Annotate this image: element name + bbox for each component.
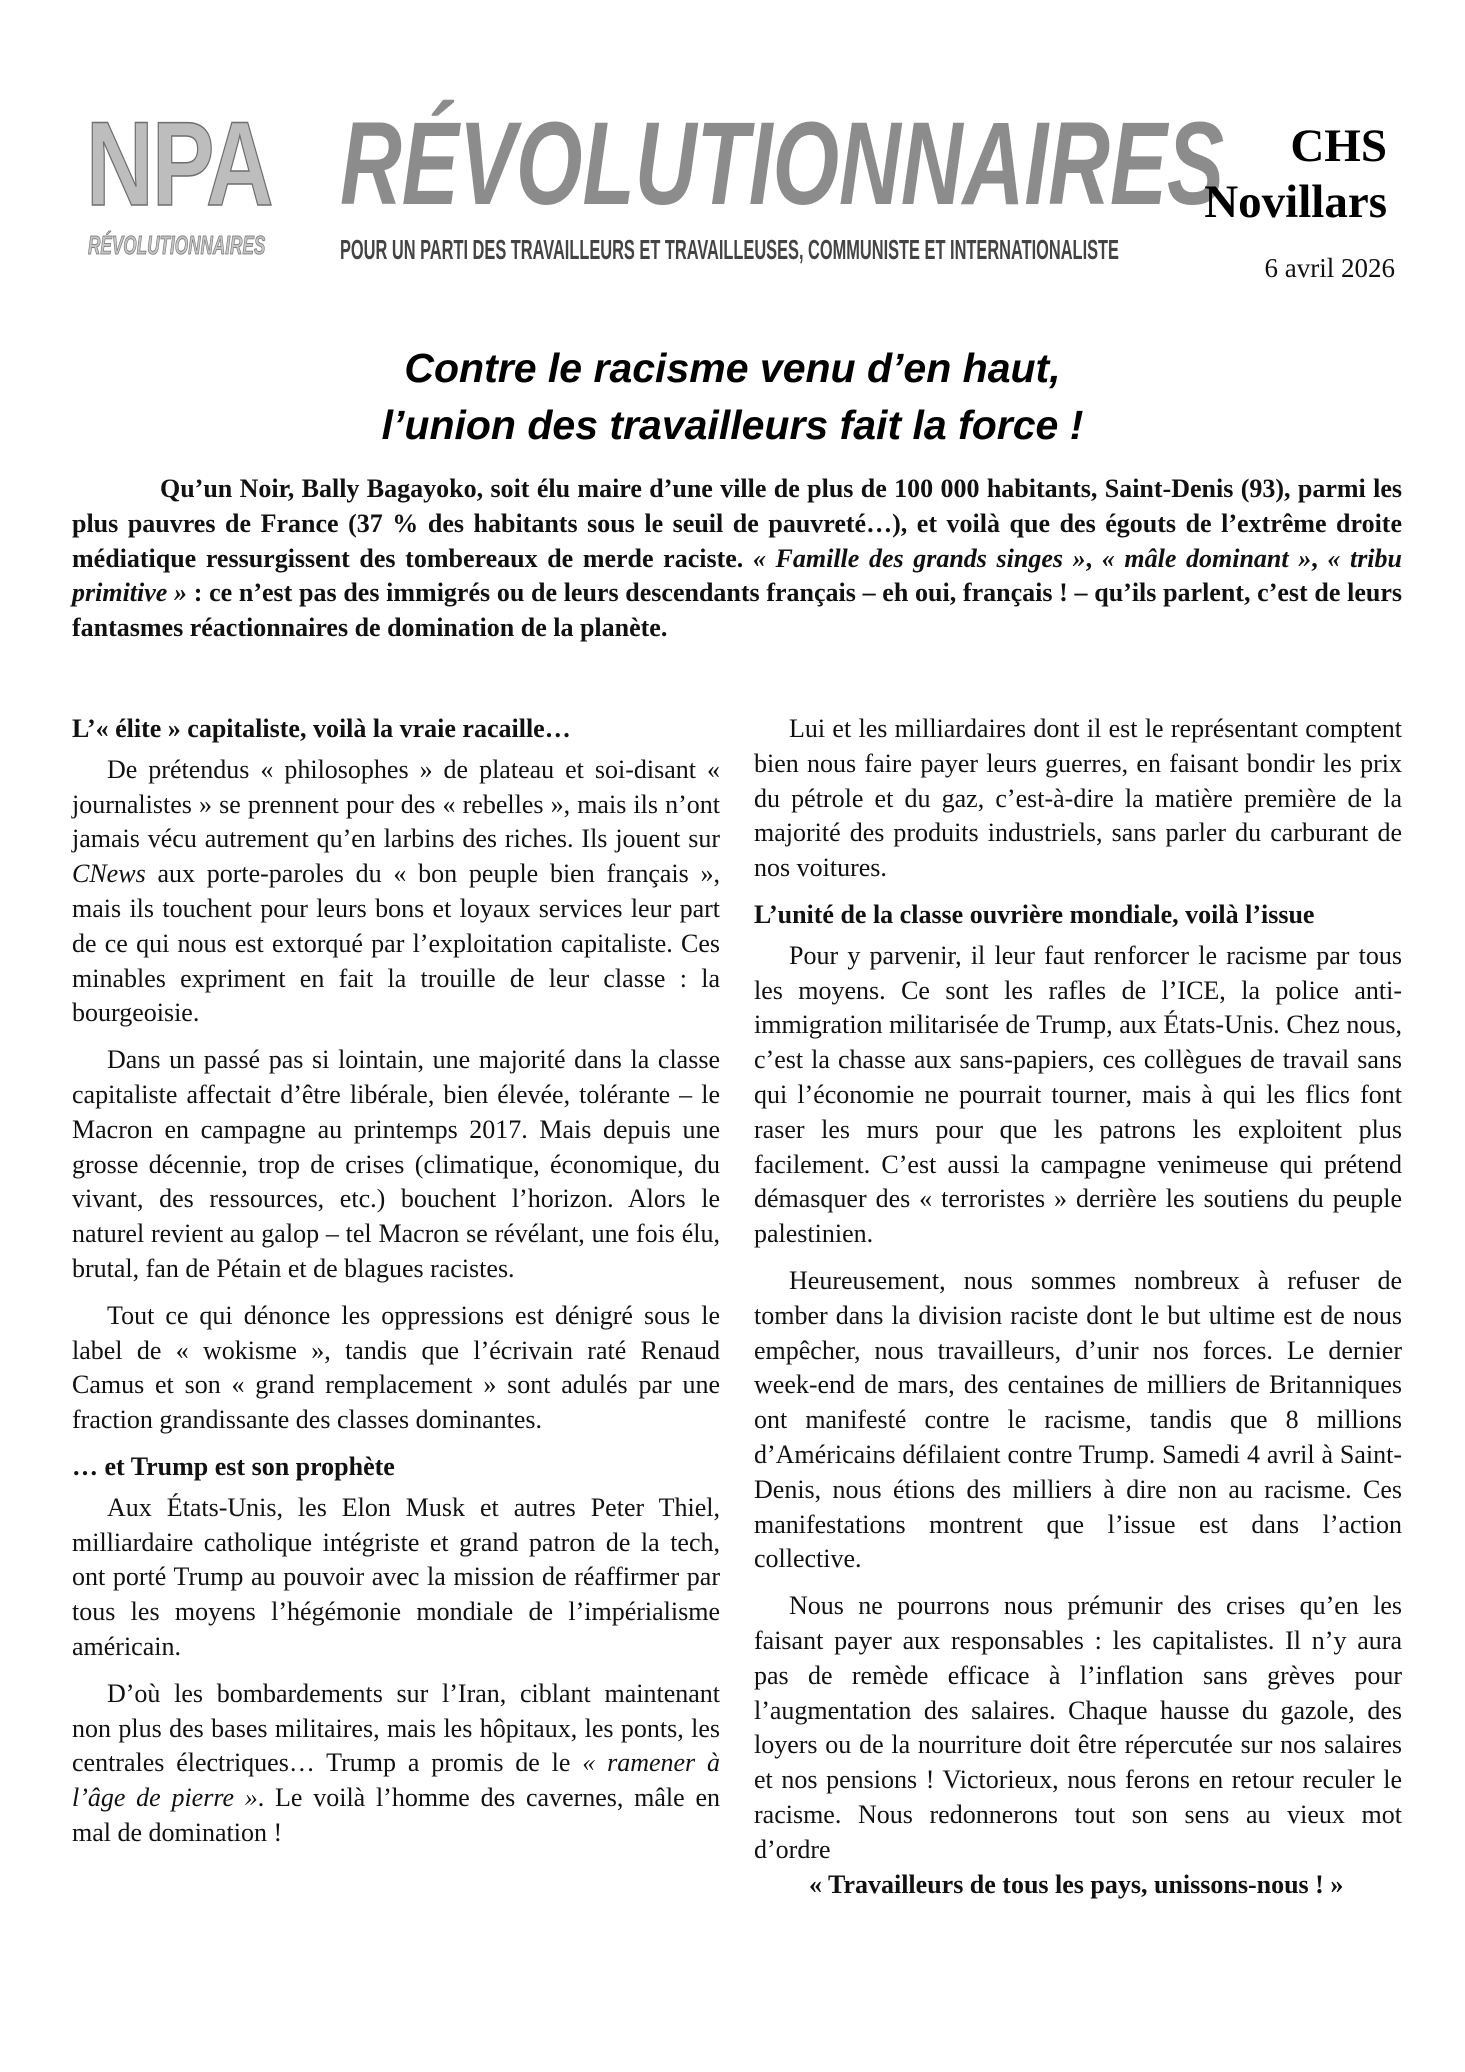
intro-separator: , <box>1311 543 1328 573</box>
article-paragraph: Aux États-Unis, les Elon Musk et autres Peter Thiel, milliardaire catholique intégriste et grand patron de la tech, ont porté Trump au pouvoir avec la mission de réaffirmer par tous les moyens l’hégémonie mondiale de l’impérialisme américain. <box>72 1492 720 1661</box>
article-paragraph: Heureusement, nous sommes nombreux à refuser de tomber dans la division raciste dont le but ultime est de nous empêcher, nous travailleurs, d’unir nos forces. Le dernier week-end de mars, des centaines de milliers de Britanniques ont manifesté contre le racisme, tandis que 8 millions d’Américains défilaient contre Trump. Samedi 4 avril à Saint-Denis, nous étions des milliers à dire non au racisme. Ces manifestations montrent que l’issue est dans l’action collective. <box>754 1265 1402 1574</box>
article-paragraph: Tout ce qui dénonce les oppressions est dénigré sous le label de « wokisme », tandis que l’écrivain raté Renaud Camus et son « grand remplacement » sont adulés par une fraction grandissante des classes dominantes. <box>72 1300 720 1435</box>
section-heading-unity: L’unité de la classe ouvrière mondiale, voilà l’issue <box>754 899 1315 929</box>
workplace-name <box>1204 118 1387 230</box>
workplace-line-2: Novillars <box>1204 176 1387 228</box>
section-heading-trump: … et Trump est son prophète <box>72 1451 395 1481</box>
paragraph-text: D’où les bombardements sur l’Iran, ciblant maintenant non plus des bases militaires, mais les hôpitaux, les ponts, les centrales électriques… Trump a promis de le <box>72 1678 720 1778</box>
intro-quote-3: « tribu primitive » <box>72 543 1402 608</box>
article-paragraph: Dans un passé pas si lointain, une majorité dans la classe capitaliste affectait d’être libérale, bien élevée, tolérante – le Macron en campagne au printemps 2017. Mais depuis une grosse décennie, trop de crises (climatique, économique, du vivant, des ressources, etc.) bouchent l’horizon. Alors le naturel revient au galop – tel Macron se révélant, une fois élu, brutal, fan de Pétain et de blagues racistes. <box>72 1045 720 1283</box>
paragraph-emphasis: CNews <box>72 859 146 889</box>
masthead-tagline: POUR UN PARTI DES TRAVAILLEURS ET TRAVAILLEUSES, COMMUNISTE ET INTERNATIONALISTE <box>340 234 1119 265</box>
title-line-1: Contre le racisme venu d’en haut, <box>404 345 1061 391</box>
article-paragraph <box>72 753 720 1031</box>
left-column <box>72 712 720 1863</box>
npa-logo-letters: NPA <box>86 97 272 231</box>
section-heading-elite: L’« élite » capitaliste, voilà la vraie racaille… <box>72 714 571 743</box>
article-paragraph <box>72 1677 720 1851</box>
title-line-2: l’union des travailleurs fait la force ! <box>381 402 1084 448</box>
article-paragraph: Nous ne pourrons nous prémunir des crises qu’en les faisant payer aux responsables : les capitalistes. Il n’y aura pas de remède efficace à l’inflation sans grèves pour l’augmentation des salaires. Chaque hausse du gazole, des loyers ou de la nourriture doit être répercutée sur nos salaires et nos pensions ! Victorieux, nous ferons en retour reculer le racisme. Nous redonnerons tout son sens au vieux mot d’ordre <box>754 1591 1402 1864</box>
right-column <box>754 712 1402 1914</box>
masthead-title: RÉVOLUTIONNAIRES <box>340 98 1225 230</box>
paragraph-text: aux porte-paroles du « bon peuple bien français », mais ils touchent pour leurs bons et loyaux services leur part de ce qui nous est extorqué par l’exploitation capitaliste. Ces minables expriment en fait la trouille de leur classe : la bourgeoisie. <box>72 859 720 1028</box>
intro-text-2: : ce n’est pas des immigrés ou de leurs descendants français – eh oui, français ! – qu’ils parlent, c’est de leurs fantasmes réactionnaires de domination de la planète. <box>72 578 1402 643</box>
article-paragraph: Pour y parvenir, il leur faut renforcer le racisme par tous les moyens. Ce sont les rafles de l’ICE, la police anti-immigration militarisée de Trump, aux États-Unis. Chez nous, c’est la chasse aux sans-papiers, ces collègues de travail sans qui l’économie ne pourrait tourner, mais à qui les flics font raser les murs pour que les patrons les exploitent plus facilement. C’est aussi la campagne venimeuse qui prétend démasquer des « terroristes » derrière les soutiens du peuple palestinien. <box>754 940 1402 1249</box>
issue-date: 6 avril 2026 <box>1264 253 1395 283</box>
paragraph-text: De prétendus « philosophes » de plateau et soi-disant « journalistes » se prennent pour des « rebelles », mais ils n’ont jamais vécu autrement qu’en larbins des riches. Ils jouent sur <box>72 754 720 854</box>
paragraph-emphasis: « ramener à l’âge de pierre » <box>72 1748 720 1813</box>
intro-text-1: Qu’un Noir, Bally Bagayoko, soit élu maire d’une ville de plus de 100 000 habitants, Saint-Denis (93), parmi les plus pauvres de France (37 % des habitants sous le seuil de pauvreté…), et voilà que des égouts de l’extrême droite médiatique ressurgissent des tombereaux de merde raciste. <box>72 474 1402 573</box>
paragraph-text: . Le voilà l’homme des cavernes, mâle en mal de domination ! <box>72 1783 720 1847</box>
intro-quote-1: « Famille des grands singes » <box>752 543 1086 573</box>
npa-logo-subtitle: RÉVOLUTIONNAIRES <box>88 230 266 260</box>
workplace-line-1: CHS <box>1290 120 1387 172</box>
intro-quote-2: « mâle dominant » <box>1101 543 1312 573</box>
intro-paragraph <box>72 472 1402 646</box>
intro-separator: , <box>1085 543 1102 573</box>
page-title <box>200 340 1265 454</box>
closing-slogan: « Travailleurs de tous les pays, unissons-nous ! » <box>809 1869 1344 1899</box>
article-paragraph: Lui et les milliardaires dont il est le représentant comptent bien nous faire payer leurs guerres, en faisant bondir les prix du pétrole et du gaz, c’est-à-dire la matière première de la majorité des produits industriels, sans parler du carburant de nos voitures. <box>754 714 1402 883</box>
npa-logo <box>86 97 298 264</box>
